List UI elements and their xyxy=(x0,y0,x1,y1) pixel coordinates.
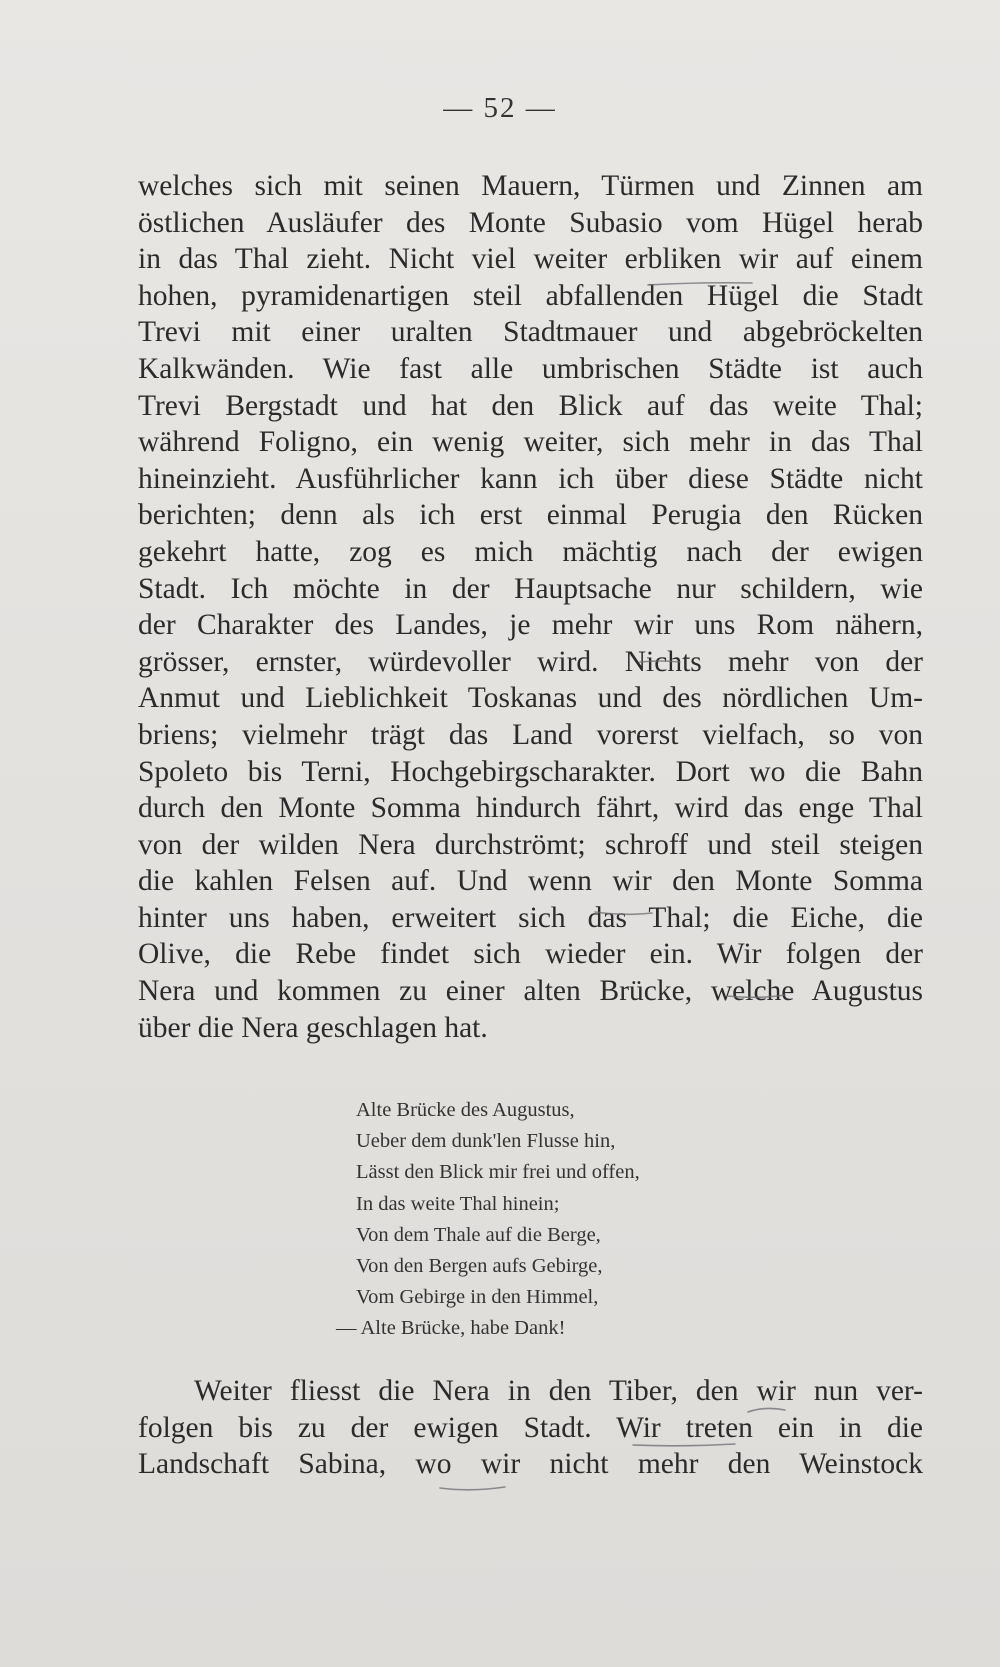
poem xyxy=(336,1095,776,1345)
text-line: Weiter fliesst die Nera in den Tiber, den wir nun ver- xyxy=(194,1375,923,1407)
poem-line: In das weite Thal hinein; xyxy=(356,1192,560,1215)
text-line: Anmut und Lieblichkeit Toskanas und des nördlichen Um- xyxy=(138,682,923,715)
text-line: östlichen Ausläufer des Monte Subasio vom Hügel herab xyxy=(138,206,923,239)
poem-line: Alte Brücke des Augustus, xyxy=(356,1099,575,1121)
text-line: gekehrt hatte, zog es mich mächtig nach der ewigen xyxy=(138,535,923,568)
page-number: — 52 — xyxy=(443,92,557,124)
poem-line: Von dem Thale auf die Berge, xyxy=(356,1223,601,1246)
text-line: Spoleto bis Terni, Hochgebirgscharakter. Dort wo die Bahn xyxy=(138,755,923,788)
text-line: über die Nera geschlagen hat. xyxy=(138,1011,488,1044)
text-line: der Charakter des Landes, je mehr wir uns Rom nähern, xyxy=(138,609,923,642)
poem-line: Von den Bergen aufs Gebirge, xyxy=(356,1254,603,1277)
text-line: folgen bis zu der ewigen Stadt. Wir treten ein in die xyxy=(138,1411,923,1444)
text-line: welches sich mit seinen Mauern, Türmen und Zinnen am xyxy=(138,170,923,202)
text-line: Trevi mit einer uralten Stadtmauer und abgebröckelten xyxy=(138,316,923,349)
text-line: Trevi Bergstadt und hat den Blick auf das weite Thal; xyxy=(138,389,923,422)
text-line: grösser, ernster, würdevoller wird. Nichts mehr von der xyxy=(138,645,923,678)
paragraph-2 xyxy=(138,1373,923,1483)
text-line: briens; vielmehr trägt das Land vorerst vielfach, so von xyxy=(138,718,923,751)
text-line: Nera und kommen zu einer alten Brücke, welche Augustus xyxy=(138,975,923,1008)
text-line: Stadt. Ich möchte in der Hauptsache nur schildern, wie xyxy=(138,572,923,605)
text-line: berichten; denn als ich erst einmal Perugia den Rücken xyxy=(138,499,923,532)
pencil-mark xyxy=(440,1487,505,1490)
text-line: Landschaft Sabina, wo wir nicht mehr den Weinstock xyxy=(138,1448,923,1481)
text-line: hineinzieht. Ausführlicher kann ich über diese Städte nicht xyxy=(138,462,923,495)
poem-line: — Alte Brücke, habe Dank! xyxy=(336,1317,566,1340)
poem-line: Vom Gebirge in den Himmel, xyxy=(356,1286,599,1309)
poem-line: Ueber dem dunk'len Flusse hin, xyxy=(356,1130,616,1153)
paragraph-1 xyxy=(138,168,923,1046)
text-line: in das Thal zieht. Nicht viel weiter erbliken wir auf einem xyxy=(138,243,923,276)
text-line: hohen, pyramidenartigen steil abfallenden Hügel die Stadt xyxy=(138,279,923,312)
text-line: während Foligno, ein wenig weiter, sich mehr in das Thal xyxy=(138,426,923,459)
text-line: Olive, die Rebe findet sich wieder ein. Wir folgen der xyxy=(138,938,923,971)
text-line: hinter uns haben, erweitert sich das Thal; die Eiche, die xyxy=(138,901,923,934)
text-line: die kahlen Felsen auf. Und wenn wir den Monte Somma xyxy=(138,865,923,898)
poem-line: Lässt den Blick mir frei und offen, xyxy=(356,1161,640,1184)
text-line: Kalkwänden. Wie fast alle umbrischen Städte ist auch xyxy=(138,352,923,385)
text-line: von der wilden Nera durchströmt; schroff und steil steigen xyxy=(138,828,923,861)
text-line: durch den Monte Somma hindurch fährt, wird das enge Thal xyxy=(138,792,923,825)
